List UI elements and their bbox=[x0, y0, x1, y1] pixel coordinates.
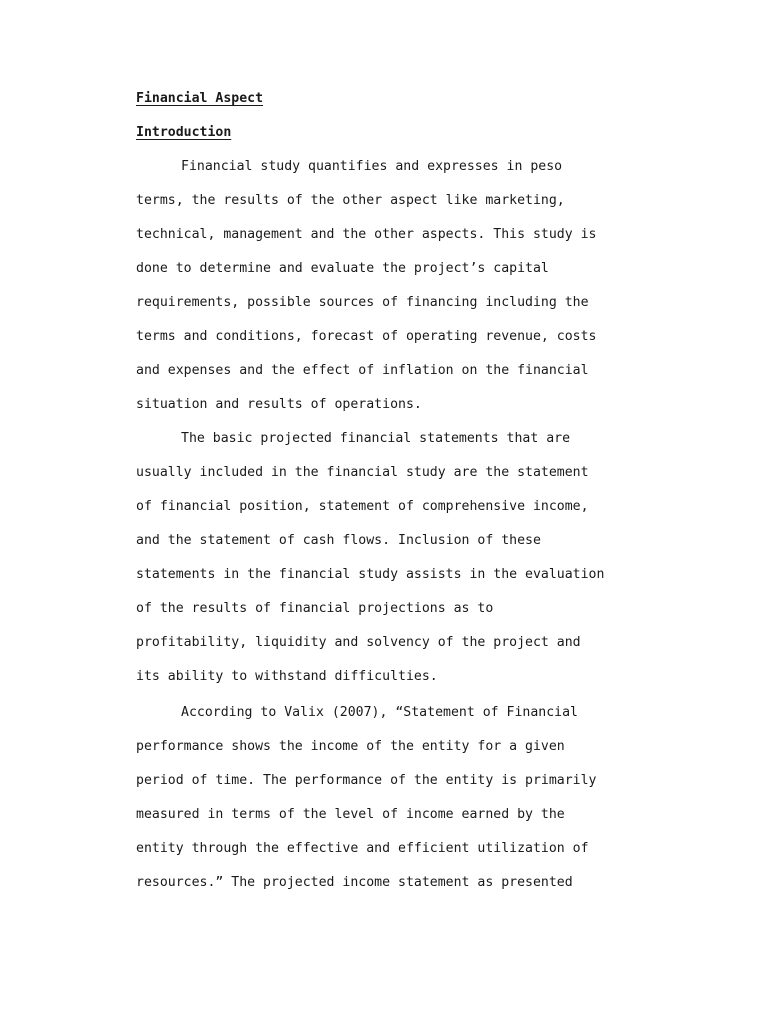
paragraph-line: profitability, liquidity and solvency of the project and bbox=[136, 635, 581, 650]
paragraph-line: performance shows the income of the entity for a given bbox=[136, 739, 565, 754]
section-heading: Introduction bbox=[136, 125, 232, 140]
paragraph-line: entity through the effective and efficient utilization of bbox=[136, 841, 589, 856]
document-title: Financial Aspect bbox=[136, 91, 264, 106]
paragraph-line: its ability to withstand difficulties. bbox=[136, 669, 438, 684]
paragraph-line: and expenses and the effect of inflation on the financial bbox=[136, 363, 589, 378]
paragraph-line: statements in the financial study assists in the evaluation bbox=[136, 567, 605, 582]
paragraph-line: measured in terms of the level of income earned by the bbox=[136, 807, 565, 822]
paragraph-line: requirements, possible sources of financing including the bbox=[136, 295, 589, 310]
paragraph-line: The basic projected financial statements that are bbox=[181, 431, 571, 446]
paragraph-line: of financial position, statement of comprehensive income, bbox=[136, 499, 589, 514]
paragraph-line: period of time. The performance of the entity is primarily bbox=[136, 773, 597, 788]
paragraph-line: According to Valix (2007), “Statement of Financial bbox=[181, 705, 578, 720]
paragraph-line: terms and conditions, forecast of operating revenue, costs bbox=[136, 329, 597, 344]
paragraph-line: done to determine and evaluate the project’s capital bbox=[136, 261, 549, 276]
paragraph-line: resources.” The projected income statement as presented bbox=[136, 875, 573, 890]
paragraph-line: and the statement of cash flows. Inclusion of these bbox=[136, 533, 541, 548]
paragraph-line: technical, management and the other aspects. This study is bbox=[136, 227, 597, 242]
paragraph-line: situation and results of operations. bbox=[136, 397, 422, 412]
paragraph-line: usually included in the financial study are the statement bbox=[136, 465, 589, 480]
paragraph-line: of the results of financial projections as to bbox=[136, 601, 494, 616]
paragraph-line: Financial study quantifies and expresses in peso bbox=[181, 159, 563, 174]
paragraph-line: terms, the results of the other aspect like marketing, bbox=[136, 193, 565, 208]
